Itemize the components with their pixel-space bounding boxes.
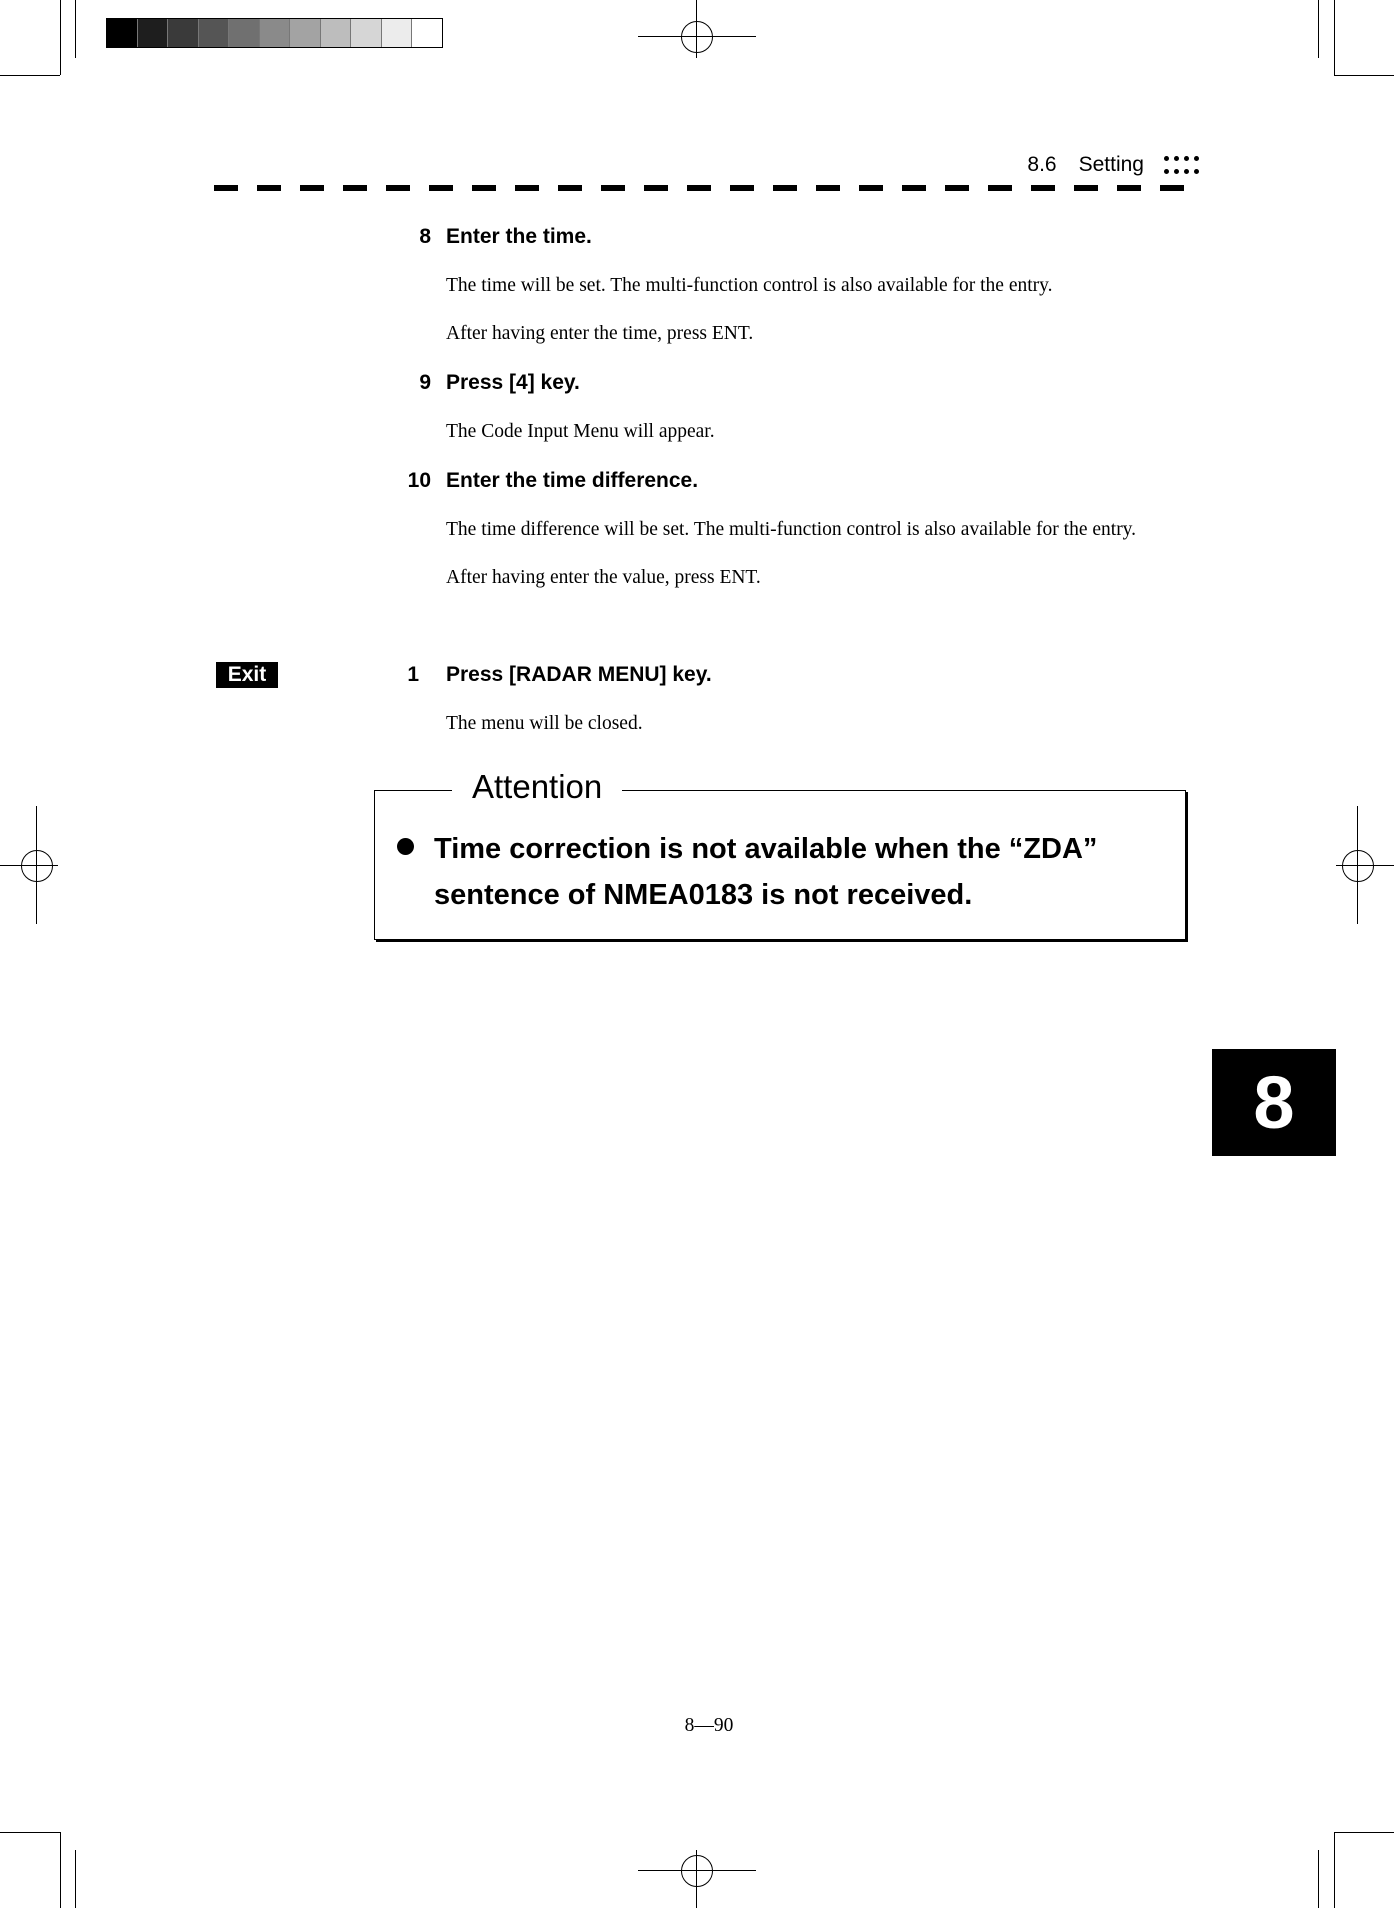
swatch (138, 19, 169, 47)
step-number: 8 (419, 225, 431, 248)
page-number: 8―90 (684, 1715, 734, 1736)
swatch (107, 19, 138, 47)
swatch (412, 19, 442, 47)
step-number: 10 (407, 469, 431, 492)
step-text: After having enter the time, press ENT. (446, 323, 754, 344)
swatch (351, 19, 382, 47)
exit-step-title: Press [RADAR MENU] key. (446, 663, 712, 686)
swatch (382, 19, 413, 47)
swatch (229, 19, 260, 47)
exit-step-text: The menu will be closed. (446, 713, 643, 734)
step-text: The time will be set. The multi-function control is also available for the entry. (446, 275, 1053, 296)
bullet-icon (397, 838, 414, 855)
section-number: 8.6 (1027, 153, 1057, 176)
attention-text: Time correction is not available when the “ZDA” sentence of NMEA0183 is not received. (434, 833, 1098, 911)
swatch (168, 19, 199, 47)
step-text: After having enter the value, press ENT. (446, 567, 761, 588)
swatch (290, 19, 321, 47)
step-title: Enter the time. (446, 225, 592, 248)
swatch (260, 19, 291, 47)
step-number: 9 (419, 371, 431, 394)
exit-step-number: 1 (407, 663, 419, 686)
step-title: Press [4] key. (446, 371, 580, 394)
chapter-tab: 8 (1212, 1049, 1336, 1156)
color-calibration-bar (106, 18, 443, 48)
step-text: The Code Input Menu will appear. (446, 421, 715, 442)
header-dashed-rule (214, 185, 1202, 191)
section-title: Setting (1078, 153, 1144, 176)
step-text: The time difference will be set. The multi-function control is also available for the entry. (446, 519, 1137, 540)
attention-title: Attention (452, 768, 622, 806)
step-title: Enter the time difference. (446, 469, 699, 492)
exit-badge: Exit (216, 662, 278, 688)
swatch (321, 19, 352, 47)
dots-ornament (1164, 154, 1202, 180)
running-header (1027, 153, 1144, 177)
swatch (199, 19, 230, 47)
